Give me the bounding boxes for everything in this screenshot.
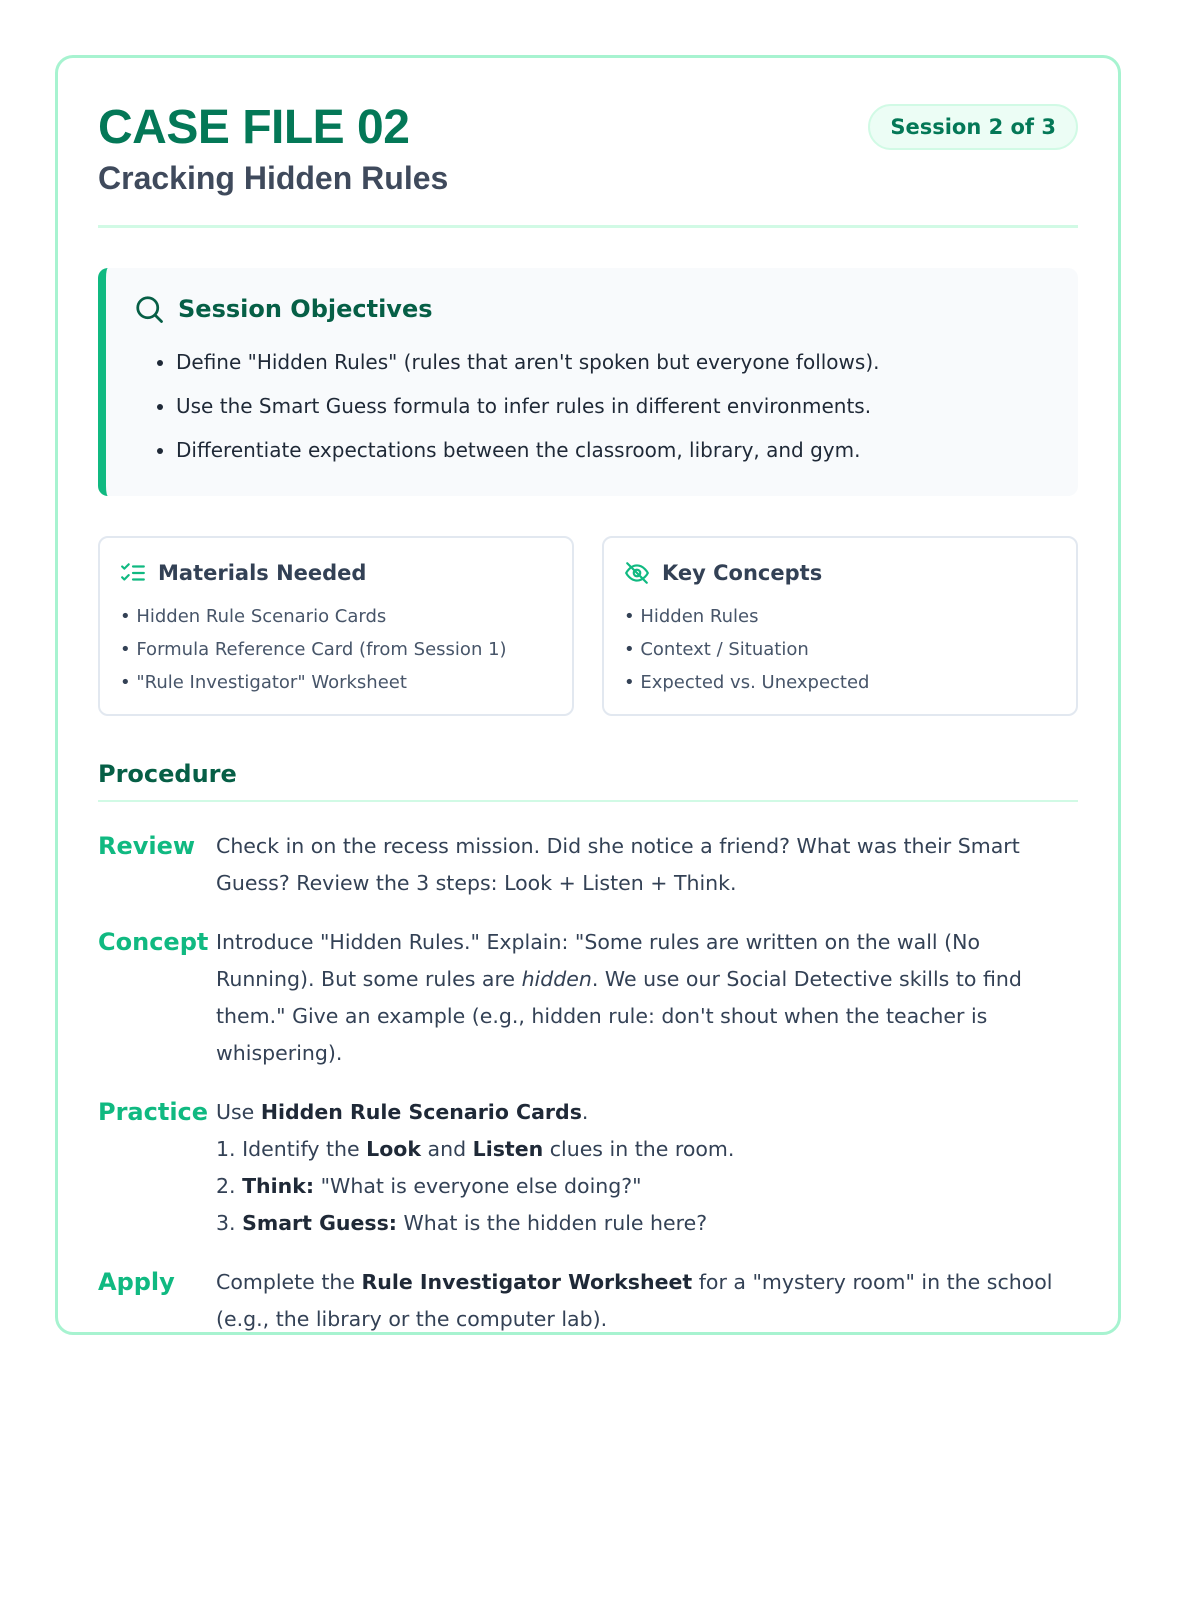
list-item: • Formula Reference Card (from Session 1) xyxy=(120,633,552,666)
eye-off-icon xyxy=(624,560,650,586)
step-apply xyxy=(98,1264,1078,1338)
procedure-title: Procedure xyxy=(98,760,1078,802)
objectives-title: Session Objectives xyxy=(178,295,433,323)
session-objectives xyxy=(98,268,1078,496)
procedure-steps xyxy=(98,828,1078,1338)
page-title: CASE FILE 02 xyxy=(98,101,410,154)
objective-item: • Differentiate expectations between the classroom, library, and gym. xyxy=(176,428,1048,472)
objective-item: • Use the Smart Guess formula to infer rules in different environments. xyxy=(176,384,1048,428)
step-review xyxy=(98,828,1078,902)
step-concept xyxy=(98,924,1078,1072)
list-item: • Hidden Rules xyxy=(624,600,1056,633)
header xyxy=(98,101,1078,228)
list-item: • Expected vs. Unexpected xyxy=(624,666,1056,699)
case-file-card xyxy=(55,55,1121,1335)
step-label: Review xyxy=(98,832,196,860)
step-text: Introduce "Hidden Rules." Explain: "Some rules are written on the wall (No Running). But some rules are hidden. We use our Social Detective skills to find them." Give an example (e.g., hidden rule: don't shout when the teacher is whispering). xyxy=(216,930,1022,1065)
step-practice xyxy=(98,1094,1078,1242)
list-item: • Hidden Rule Scenario Cards xyxy=(120,600,552,633)
checklist-icon xyxy=(120,560,146,586)
step-label: Concept xyxy=(98,928,209,956)
materials-title: Materials Needed xyxy=(158,561,367,585)
step-text: Check in on the recess mission. Did she notice a friend? What was their Smart Guess? Review the 3 steps: Look + Listen + Think. xyxy=(216,834,1020,895)
objectives-list xyxy=(134,340,1048,472)
concepts-title: Key Concepts xyxy=(662,561,823,585)
step-label: Practice xyxy=(98,1098,209,1126)
page-subtitle: Cracking Hidden Rules xyxy=(98,160,449,196)
list-item: • "Rule Investigator" Worksheet xyxy=(120,666,552,699)
concepts-box xyxy=(602,536,1078,716)
objective-item: • Define "Hidden Rules" (rules that aren't spoken but everyone follows). xyxy=(176,340,1048,384)
step-text: Use Hidden Rule Scenario Cards. 1. Identify the Look and Listen clues in the room. 2. Think: "What is everyone else doing?" 3. Smart Guess: What is the hidden rule here? xyxy=(216,1100,735,1235)
list-item: • Context / Situation xyxy=(624,633,1056,666)
step-label: Apply xyxy=(98,1268,175,1296)
step-text: Complete the Rule Investigator Worksheet for a "mystery room" in the school (e.g., the library or the computer lab). xyxy=(216,1270,1053,1331)
materials-box xyxy=(98,536,574,716)
search-icon xyxy=(134,294,164,324)
session-badge: Session 2 of 3 xyxy=(868,104,1078,150)
